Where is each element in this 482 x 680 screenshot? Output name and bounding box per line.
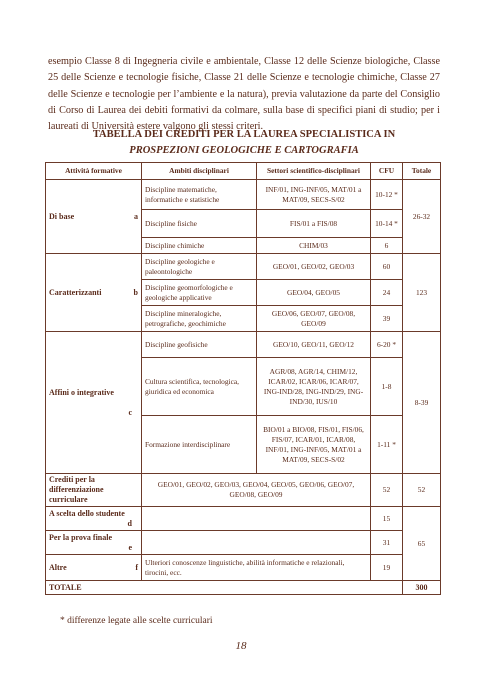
header-totale: Totale — [403, 163, 441, 180]
header-attivita: Attività formative — [46, 163, 142, 180]
activity-curricolari: Crediti per la differenziazione curriculare — [46, 474, 142, 507]
totale-label: TOTALE — [46, 581, 403, 595]
activity-letter: d — [127, 518, 132, 528]
cfu-cell: 52 — [371, 474, 403, 507]
settori-cell — [142, 531, 371, 555]
footnote: * differenze legate alle scelte curriculari — [60, 616, 213, 626]
cfu-cell: 1-8 — [371, 358, 403, 416]
settori-cell: BIO/01 a BIO/08, FIS/01, FIS/06, FIS/07, ICAR/01, ICAR/08, INF/01, ING-INF/05, MAT/01 a MAT/09, SECS-S/02 — [257, 416, 371, 474]
cfu-cell: 10-14 * — [371, 210, 403, 238]
header-cfu: CFU — [371, 163, 403, 180]
total-cell: 8-39 — [403, 332, 441, 474]
activity-label: Per la prova finale — [49, 532, 113, 542]
total-cell: 65 — [403, 507, 441, 581]
totale-value: 300 — [403, 581, 441, 595]
table-row — [46, 507, 441, 531]
cfu-cell: 6-20 * — [371, 332, 403, 358]
settori-cell: INF/01, ING-INF/05, MAT/01 a MAT/09, SECS-S/02 — [257, 180, 371, 210]
total-cell: 123 — [403, 254, 441, 332]
activity-caratterizzanti — [46, 254, 142, 332]
activity-base — [46, 180, 142, 254]
ambito-cell: Discipline chimiche — [142, 238, 257, 254]
table-title-sub: PROSPEZIONI GEOLOGICHE E CARTOGRAFIA — [129, 145, 359, 156]
cfu-cell: 24 — [371, 280, 403, 306]
table-row — [46, 254, 441, 280]
settori-cell: AGR/08, AGR/14, CHIM/12, ICAR/02, ICAR/06, ICAR/07, ING-IND/28, ING-IND/29, ING-IND/30, IUS/10 — [257, 358, 371, 416]
table-row — [46, 531, 441, 555]
table-row — [46, 474, 441, 507]
settori-cell: GEO/01, GEO/02, GEO/03, GEO/04, GEO/05, GEO/06, GEO/07, GEO/08, GEO/09 — [142, 474, 371, 507]
header-ambiti: Ambiti disciplinari — [142, 163, 257, 180]
activity-prova — [46, 531, 142, 555]
activity-letter: e — [128, 542, 132, 552]
header-row — [46, 163, 441, 180]
ambito-cell: Cultura scientifica, tecnologica, giuridica ed economica — [142, 358, 257, 416]
settori-cell: FIS/01 a FIS/08 — [257, 210, 371, 238]
cfu-cell: 6 — [371, 238, 403, 254]
activity-altre — [46, 555, 142, 581]
settori-cell: GEO/10, GEO/11, GEO/12 — [257, 332, 371, 358]
activity-label: Caratterizzanti — [49, 287, 102, 297]
table-title — [48, 127, 440, 159]
settori-cell: GEO/06, GEO/07, GEO/08, GEO/09 — [257, 306, 371, 332]
activity-letter: c — [128, 407, 132, 417]
ambito-cell: Discipline matematiche, informatiche e statistiche — [142, 180, 257, 210]
header-settori: Settori scientifico-disciplinari — [257, 163, 371, 180]
credits-table — [45, 162, 441, 595]
settori-cell: Ulteriori conoscenze linguistiche, abilità informatiche e relazionali, tirocini, ecc. — [142, 555, 371, 581]
table-row — [46, 581, 441, 595]
settori-cell — [142, 507, 371, 531]
table-row — [46, 555, 441, 581]
cfu-cell: 39 — [371, 306, 403, 332]
table-title-main: TABELLA DEI CREDITI PER LA LAUREA SPECIALISTICA IN — [92, 129, 396, 140]
ambito-cell: Formazione interdisciplinare — [142, 416, 257, 474]
activity-label: Altre — [49, 562, 67, 572]
activity-label: Affini o integrative — [49, 387, 114, 397]
settori-cell: GEO/01, GEO/02, GEO/03 — [257, 254, 371, 280]
ambito-cell: Discipline fisiche — [142, 210, 257, 238]
activity-letter: a — [134, 211, 138, 221]
cfu-cell: 19 — [371, 555, 403, 581]
total-cell: 52 — [403, 474, 441, 507]
settori-cell: CHIM/03 — [257, 238, 371, 254]
activity-affini — [46, 332, 142, 474]
ambito-cell: Discipline geofisiche — [142, 332, 257, 358]
activity-scelta — [46, 507, 142, 531]
cfu-cell: 10-12 * — [371, 180, 403, 210]
cfu-cell: 1-11 * — [371, 416, 403, 474]
settori-cell: GEO/04, GEO/05 — [257, 280, 371, 306]
intro-paragraph: esempio Classe 8 di Ingegneria civile e ambientale, Classe 12 delle Scienze biologiche, Classe 25 delle Scienze e tecnologie fisiche, Classe 21 delle Scienze e tecnologie chimiche, Classe 27 delle Scienze e tecnologie per l’ambiente e la natura), previa valutazione da parte del Consiglio di Corso di Laurea dei debiti formativi da colmare, sulla base di specifici piani di studio; per i laureati di Università estere valgono gli stessi criteri. — [48, 56, 440, 133]
total-cell: 26-32 — [403, 180, 441, 254]
ambito-cell: Discipline mineralogiche, petrografiche, geochimiche — [142, 306, 257, 332]
cfu-cell: 60 — [371, 254, 403, 280]
activity-letter: b — [133, 287, 138, 297]
ambito-cell: Discipline geologiche e paleontologiche — [142, 254, 257, 280]
page-number: 18 — [235, 640, 247, 652]
cfu-cell: 15 — [371, 507, 403, 531]
activity-label: A scelta dello studente — [49, 508, 125, 518]
ambito-cell: Discipline geomorfologiche e geologiche applicative — [142, 280, 257, 306]
table-row — [46, 332, 441, 358]
activity-label: Di base — [49, 211, 75, 221]
table-row — [46, 180, 441, 210]
cfu-cell: 31 — [371, 531, 403, 555]
activity-letter: f — [135, 562, 138, 572]
